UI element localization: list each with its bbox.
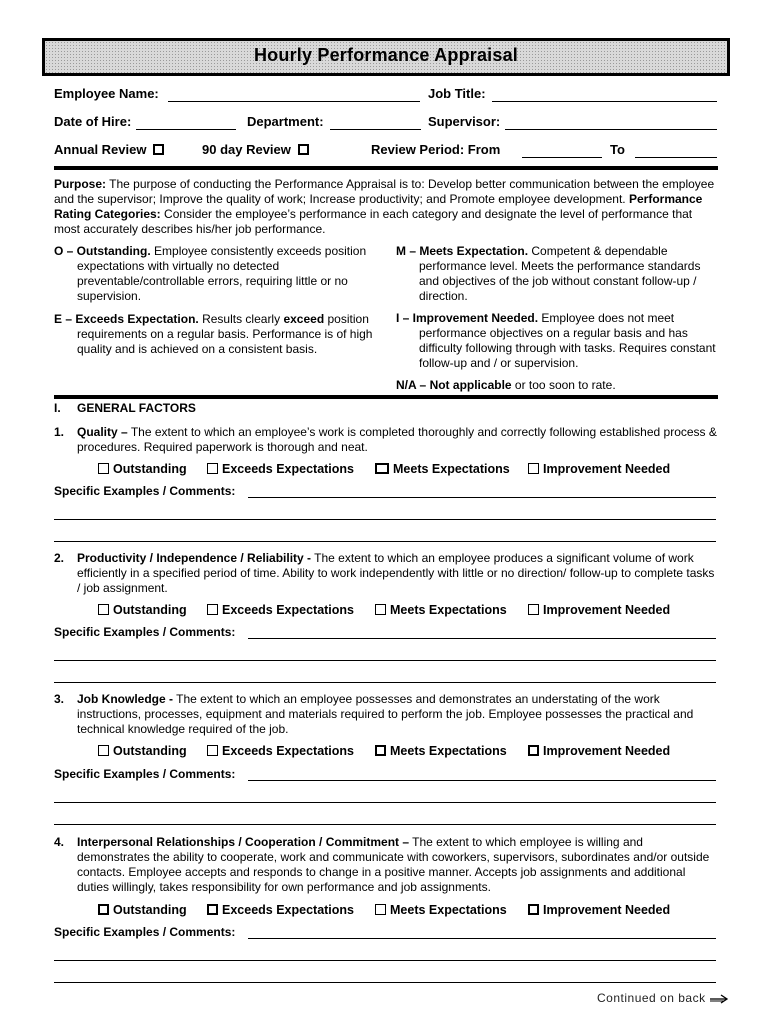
rating-meets-label: M – Meets Expectation.: [396, 244, 529, 258]
option-improvement[interactable]: [528, 903, 670, 917]
option-outstanding[interactable]: [98, 462, 187, 476]
date-of-hire-field[interactable]: [136, 129, 236, 130]
comments-label: Specific Examples / Comments:: [54, 767, 236, 781]
section-title: GENERAL FACTORS: [77, 401, 196, 415]
option-outstanding[interactable]: [98, 744, 187, 758]
option-exceeds[interactable]: [207, 744, 354, 758]
option-meets[interactable]: [375, 903, 507, 917]
rating-exceeds-label: E – Exceeds Expectation.: [54, 312, 199, 326]
comments-line[interactable]: [248, 938, 716, 939]
rating-meets: [396, 244, 718, 304]
rating-outstanding-label: O – Outstanding.: [54, 244, 151, 258]
option-label: Outstanding: [113, 903, 187, 917]
comments-line[interactable]: [54, 519, 716, 520]
checkbox[interactable]: [375, 904, 386, 915]
checkbox[interactable]: [207, 463, 218, 474]
rating-categories-text: Consider the employee’s performance in each category and designate the level of performance that most accurately describes his/her job performance.: [54, 207, 693, 236]
rating-exceeds-bold: exceed: [283, 312, 325, 326]
checkbox[interactable]: [375, 463, 389, 474]
option-label: Improvement Needed: [543, 744, 671, 758]
divider: [54, 395, 718, 399]
option-outstanding[interactable]: [98, 903, 187, 917]
factor-description: The extent to which an employee possesses and demonstrates an understating of the work instructions, processes, equipment and materials required to perform the job. Employee possesses the practical and technical knowledge required of the job.: [77, 692, 694, 736]
factor-title: Quality –: [77, 425, 128, 439]
checkbox[interactable]: [528, 604, 539, 615]
comments-line[interactable]: [248, 638, 716, 639]
job-title-field[interactable]: [492, 101, 717, 102]
comments-line[interactable]: [248, 780, 716, 781]
rating-improvement-text: Employee does not meet performance objectives on a regular basis and has difficulty following through with tasks. Requires constant follow-up and / or supervision.: [419, 311, 716, 370]
comments-line[interactable]: [54, 824, 716, 825]
rating-options-productivity: [0, 603, 770, 619]
employee-name-label: Employee Name:: [54, 86, 159, 101]
annual-review-label: Annual Review: [54, 142, 147, 157]
comments-line[interactable]: [54, 982, 716, 983]
checkbox[interactable]: [207, 745, 218, 756]
option-label: Improvement Needed: [543, 903, 671, 917]
option-exceeds[interactable]: [207, 603, 354, 617]
continued-text: Continued on back: [597, 991, 706, 1005]
checkbox[interactable]: [98, 604, 109, 615]
ninety-day-review-option[interactable]: [202, 142, 313, 157]
comments-line[interactable]: [54, 660, 716, 661]
rating-options-job-knowledge: [0, 744, 770, 760]
supervisor-label: Supervisor:: [428, 114, 501, 129]
option-label: Exceeds Expectations: [222, 903, 355, 917]
checkbox[interactable]: [207, 604, 218, 615]
option-exceeds[interactable]: [207, 462, 354, 476]
option-meets[interactable]: [375, 744, 507, 758]
checkbox[interactable]: [98, 904, 109, 915]
factor-interpersonal: [54, 835, 718, 895]
checkbox[interactable]: [528, 904, 539, 915]
review-period-to-label: To: [610, 142, 625, 157]
department-label: Department:: [247, 114, 324, 129]
page-title: Hourly Performance Appraisal: [253, 45, 519, 65]
review-period-from-field[interactable]: [522, 157, 602, 158]
comments-label: Specific Examples / Comments:: [54, 925, 236, 939]
rating-improvement: [396, 311, 718, 371]
factor-number: 1.: [54, 425, 65, 439]
comments-label: Specific Examples / Comments:: [54, 484, 236, 498]
checkbox[interactable]: [98, 745, 109, 756]
ninety-day-review-checkbox[interactable]: [298, 144, 309, 155]
factor-title: Job Knowledge -: [77, 692, 173, 706]
rating-outstanding: [54, 244, 376, 304]
purpose-text: The purpose of conducting the Performance Appraisal is to: Develop better communication between the employee and the supervisor; Improve the quality of work; Increase productivity; and Promote employee development.: [54, 177, 715, 206]
rating-options-quality: [0, 462, 770, 478]
factor-description: The extent to which employee is willing and demonstrates the ability to cooperate, work and communicate with coworkers, supervisors, subordinates and/or outside contacts. Employee accepts and responds to change in a positive manner. Accepts job assignments and additional duties willingly, takes responsibility for own performance and job assignments.: [77, 835, 710, 894]
purpose-paragraph: [54, 177, 718, 237]
continued-on-back: [597, 991, 729, 1005]
option-label: Meets Expectations: [390, 903, 507, 917]
factor-number: 2.: [54, 551, 65, 565]
option-label: Outstanding: [113, 744, 187, 758]
comments-line[interactable]: [54, 802, 716, 803]
employee-name-field[interactable]: [168, 101, 420, 102]
rating-meets-text: Competent & dependable performance level. Meets the performance standards and objectives of the job without constant follow-up / direction.: [419, 244, 701, 303]
factor-number: 3.: [54, 692, 65, 706]
rating-categories-label: Performance Rating Categories:: [54, 192, 703, 221]
comments-line[interactable]: [54, 682, 716, 683]
option-exceeds[interactable]: [207, 903, 354, 917]
section-number: I.: [54, 401, 61, 415]
factor-number: 4.: [54, 835, 65, 849]
comments-line[interactable]: [248, 497, 716, 498]
arrow-right-icon: [709, 994, 729, 1004]
option-label: Meets Expectations: [393, 462, 510, 476]
option-meets[interactable]: [375, 603, 507, 617]
option-label: Outstanding: [113, 462, 187, 476]
factor-quality: [54, 425, 718, 455]
checkbox[interactable]: [528, 463, 539, 474]
option-label: Improvement Needed: [543, 462, 671, 476]
factor-description: The extent to which an employee produces a significant volume of work efficiently in a specified period of time. Ability to work independently with little or no direction/ follow-up to complete tasks / job assignment.: [77, 551, 715, 595]
factor-productivity: [54, 551, 718, 596]
rating-options-interpersonal: [0, 903, 770, 919]
option-label: Meets Expectations: [390, 744, 507, 758]
comments-line[interactable]: [54, 960, 716, 961]
job-title-label: Job Title:: [428, 86, 486, 101]
option-label: Outstanding: [113, 603, 187, 617]
checkbox[interactable]: [207, 904, 218, 915]
review-period-label: Review Period: From: [371, 142, 501, 157]
ninety-day-review-label: 90 day Review: [202, 142, 291, 157]
department-field[interactable]: [330, 129, 421, 130]
factor-title: Productivity / Independence / Reliability -: [77, 551, 312, 565]
option-improvement[interactable]: [528, 603, 670, 617]
option-label: Exceeds Expectations: [222, 744, 355, 758]
comments-label: Specific Examples / Comments:: [54, 625, 236, 639]
rating-na: [396, 378, 718, 393]
option-label: Exceeds Expectations: [222, 603, 355, 617]
option-improvement[interactable]: [528, 462, 670, 476]
rating-exceeds-text-b: position requirements on a regular basis. Performance is of high quality and is achieved on a consistent basis.: [77, 312, 373, 356]
option-label: Improvement Needed: [543, 603, 671, 617]
comments-line[interactable]: [54, 541, 716, 542]
title-banner: [42, 38, 730, 76]
option-label: Meets Expectations: [390, 603, 507, 617]
option-meets[interactable]: [375, 462, 510, 476]
option-label: Exceeds Expectations: [222, 462, 355, 476]
annual-review-option[interactable]: [54, 142, 168, 157]
factor-job-knowledge: [54, 692, 718, 737]
checkbox[interactable]: [98, 463, 109, 474]
rating-na-label: N/A – Not applicable: [396, 378, 512, 392]
purpose-label: Purpose:: [54, 177, 107, 191]
divider: [54, 166, 718, 170]
rating-exceeds-text-a: Results clearly: [202, 312, 281, 326]
supervisor-field[interactable]: [505, 129, 717, 130]
rating-improvement-label: I – Improvement Needed.: [396, 311, 539, 325]
date-of-hire-label: Date of Hire:: [54, 114, 132, 129]
rating-exceeds: [54, 312, 384, 357]
factor-description: The extent to which an employee’s work is completed thoroughly and correctly following established process & procedures. Required paperwork is thorough and neat.: [77, 425, 717, 454]
review-period-to-field[interactable]: [635, 157, 717, 158]
option-outstanding[interactable]: [98, 603, 187, 617]
checkbox[interactable]: [375, 604, 386, 615]
rating-na-text: or too soon to rate.: [514, 378, 616, 392]
annual-review-checkbox[interactable]: [153, 144, 164, 155]
checkbox[interactable]: [528, 745, 539, 756]
checkbox[interactable]: [375, 745, 386, 756]
rating-outstanding-text: Employee consistently exceeds position expectations with virtually no detected preventable/controllable errors, requiring little or no supervision.: [77, 244, 367, 303]
option-improvement[interactable]: [528, 744, 670, 758]
factor-title: Interpersonal Relationships / Cooperation / Commitment –: [77, 835, 410, 849]
